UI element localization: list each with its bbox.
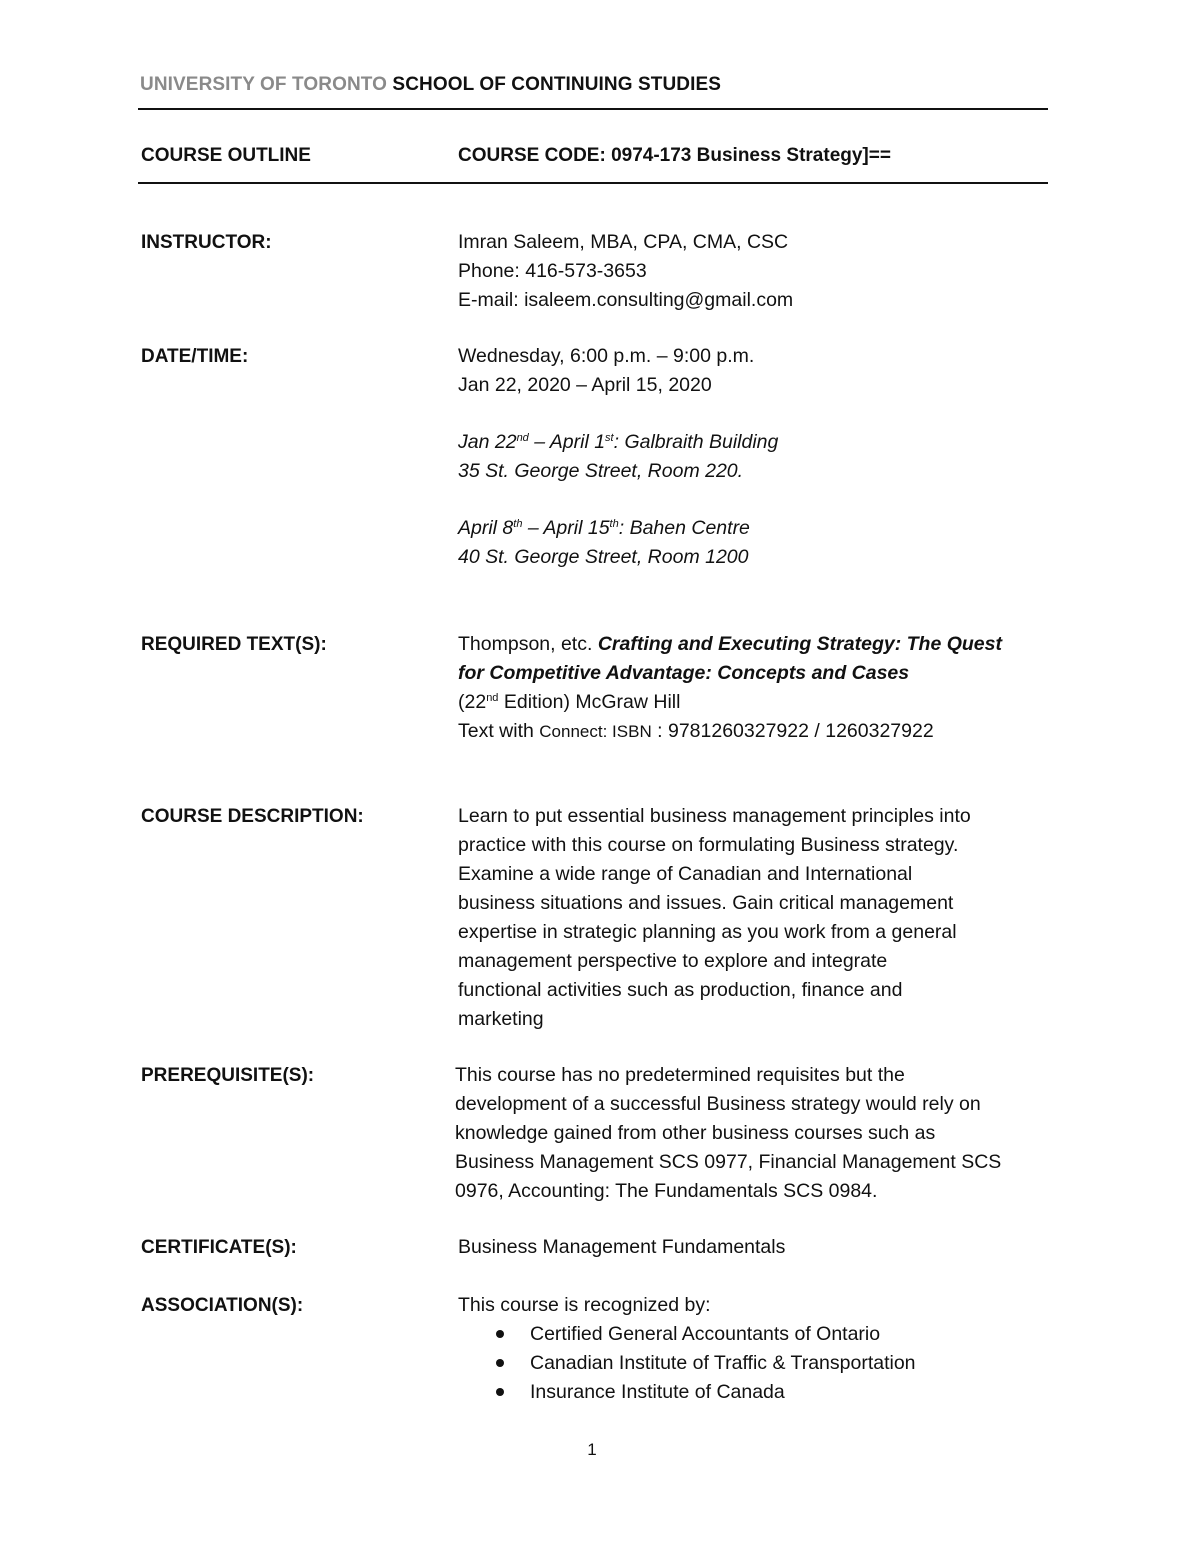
- outline-divider: [138, 182, 1048, 184]
- required-text-block: [458, 630, 1002, 746]
- textbook-title: Crafting and Executing Strategy: The Quest: [597, 633, 1002, 655]
- university-name: UNIVERSITY OF TORONTO: [140, 74, 388, 95]
- textbook-isbn: Text with Connect: ISBN : 9781260327922 / 1260327922: [458, 720, 934, 742]
- page-number: 1: [587, 1440, 597, 1459]
- description-line: expertise in strategic planning as you work from a general: [458, 921, 957, 943]
- prerequisite-line: 0976, Accounting: The Fundamentals SCS 0984.: [455, 1180, 878, 1202]
- associations-intro: This course is recognized by:: [458, 1294, 711, 1316]
- instructor-email: E-mail: isaleem.consulting@gmail.com: [458, 289, 794, 311]
- instructor-label: INSTRUCTOR:: [141, 232, 272, 253]
- prerequisite-line: Business Management SCS 0977, Financial Management SCS: [455, 1151, 1002, 1173]
- description-line: business situations and issues. Gain critical management: [458, 892, 954, 914]
- textbook-title-cont: for Competitive Advantage: Concepts and Cases: [458, 662, 910, 684]
- document-header: [140, 74, 721, 96]
- location-1-dates: Jan 22nd – April 1st: Galbraith Building: [458, 431, 779, 453]
- description-line: functional activities such as production, finance and: [458, 979, 903, 1001]
- bullet-icon: [496, 1359, 504, 1367]
- description-line: Learn to put essential business management principles into: [458, 805, 971, 827]
- class-time: Wednesday, 6:00 p.m. – 9:00 p.m.: [458, 345, 755, 367]
- list-item: Canadian Institute of Traffic & Transportation: [458, 1349, 916, 1378]
- description-line: Examine a wide range of Canadian and International: [458, 863, 913, 885]
- instructor-block: [458, 228, 793, 315]
- textbook-line-1: [458, 630, 1002, 659]
- location-2: [458, 514, 750, 572]
- prerequisites-label: PREREQUISITE(S):: [141, 1065, 315, 1086]
- description-line: management perspective to explore and integrate: [458, 950, 888, 972]
- description-line: practice with this course on formulating Business strategy.: [458, 834, 959, 856]
- header-divider: [138, 108, 1048, 110]
- description-line: marketing: [458, 1008, 544, 1030]
- associations: [458, 1291, 916, 1407]
- bullet-icon: [496, 1388, 504, 1396]
- location-1: [458, 428, 778, 486]
- instructor-phone: Phone: 416-573-3653: [458, 260, 647, 282]
- prerequisite-line: knowledge gained from other business courses such as: [455, 1122, 936, 1144]
- textbook-author: Thompson, etc.: [458, 633, 598, 655]
- instructor-name: Imran Saleem, MBA, CPA, CMA, CSC: [458, 231, 789, 253]
- required-text-label: REQUIRED TEXT(S):: [141, 634, 327, 655]
- list-item: Insurance Institute of Canada: [458, 1378, 916, 1407]
- course-description: [458, 802, 971, 1034]
- course-description-label: COURSE DESCRIPTION:: [141, 806, 364, 827]
- associations-label: ASSOCIATION(S):: [141, 1295, 304, 1316]
- prerequisite-line: development of a successful Business strategy would rely on: [455, 1093, 981, 1115]
- location-2-address: 40 St. George Street, Room 1200: [458, 546, 749, 568]
- prerequisite-line: This course has no predetermined requisites but the: [455, 1064, 905, 1086]
- class-dates: Jan 22, 2020 – April 15, 2020: [458, 374, 712, 396]
- certificates-label: CERTIFICATE(S):: [141, 1237, 297, 1258]
- school-name: SCHOOL OF CONTINUING STUDIES: [392, 74, 722, 95]
- bullet-icon: [496, 1330, 504, 1338]
- certificate-value: Business Management Fundamentals: [458, 1236, 786, 1258]
- textbook-edition: (22nd Edition) McGraw Hill: [458, 691, 681, 713]
- course-outline-label: COURSE OUTLINE: [141, 145, 311, 166]
- list-item: Certified General Accountants of Ontario: [458, 1320, 916, 1349]
- datetime-label: DATE/TIME:: [141, 346, 249, 367]
- prerequisites: [455, 1061, 1001, 1206]
- location-2-dates: April 8th – April 15th: Bahen Centre: [458, 517, 750, 539]
- datetime-block: [458, 342, 754, 400]
- location-1-address: 35 St. George Street, Room 220.: [458, 460, 744, 482]
- course-code: COURSE CODE: 0974-173 Business Strategy]==: [458, 145, 891, 166]
- associations-list: [458, 1320, 916, 1407]
